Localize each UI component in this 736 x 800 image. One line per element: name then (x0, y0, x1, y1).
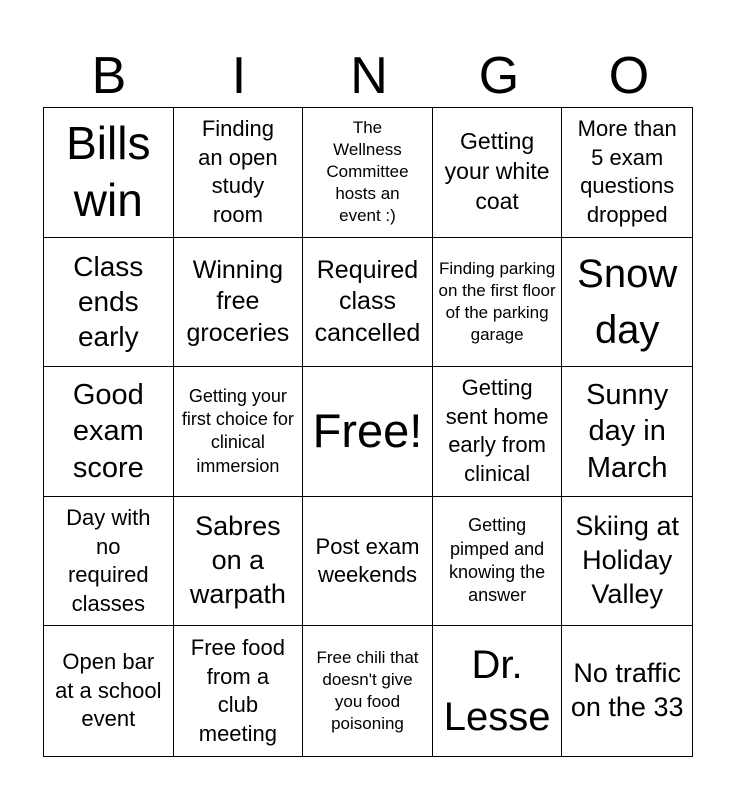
header-letter-n: N (350, 47, 388, 105)
header-letter-i: I (231, 47, 247, 105)
cell-text: Class ends early (73, 251, 144, 353)
bingo-cell-4-2[interactable] (174, 497, 304, 627)
cell-text: Finding parking on the first floor of the parking garage (438, 258, 556, 344)
cell-text: Required class cancelled (314, 256, 421, 347)
bingo-cell-5-1[interactable] (44, 626, 174, 756)
bingo-cell-4-5[interactable] (562, 497, 692, 627)
bingo-cell-2-2[interactable] (174, 238, 304, 368)
cell-text: Free food from a club meeting (190, 635, 285, 746)
bingo-cell-3-4[interactable] (433, 367, 563, 497)
bingo-cell-1-1[interactable] (44, 108, 174, 238)
bingo-header (44, 44, 694, 108)
header-letter-b: B (91, 47, 127, 105)
cell-text: Skiing at Holiday Valley (575, 511, 679, 609)
cell-text: Free! (312, 404, 423, 458)
bingo-cell-1-2[interactable] (174, 108, 304, 238)
bingo-cell-3-5[interactable] (562, 367, 692, 497)
bingo-cell-2-5[interactable] (562, 238, 692, 368)
cell-text: Post exam weekends (315, 533, 420, 588)
bingo-board (43, 107, 693, 757)
bingo-cell-3-1[interactable] (44, 367, 174, 497)
cell-text: Snow day (577, 251, 678, 352)
header-letter-o: O (608, 47, 650, 105)
bingo-cell-1-3[interactable] (303, 108, 433, 238)
cell-text: Getting your white coat (444, 128, 550, 215)
bingo-cell-1-5[interactable] (562, 108, 692, 238)
cell-text: Getting pimped and knowing the answer (449, 515, 546, 606)
bingo-cell-2-4[interactable] (433, 238, 563, 368)
cell-text: Getting sent home early from clinical (445, 375, 549, 487)
header-letter-g: G (478, 47, 520, 105)
bingo-cell-5-2[interactable] (174, 626, 304, 756)
bingo-cell-5-5[interactable] (562, 626, 692, 756)
bingo-cell-5-4[interactable] (433, 626, 563, 756)
bingo-cell-3-3[interactable] (303, 367, 433, 497)
cell-text: The Wellness Committee hosts an event :) (326, 118, 409, 226)
bingo-cell-1-4[interactable] (433, 108, 563, 238)
bingo-cell-4-1[interactable] (44, 497, 174, 627)
bingo-cell-2-3[interactable] (303, 238, 433, 368)
cell-text: Dr. Lesse (443, 643, 551, 740)
cell-text: Day with no required classes (66, 504, 151, 616)
bingo-cell-4-3[interactable] (303, 497, 433, 627)
cell-text: Free chili that doesn't give you food poisoning (316, 648, 419, 734)
cell-text: Sabres on a warpath (189, 511, 286, 609)
cell-text: Getting your first choice for clinical immersion (181, 385, 294, 476)
cell-text: No traffic on the 33 (570, 658, 684, 723)
bingo-cell-3-2[interactable] (174, 367, 304, 497)
cell-text: Bills win (66, 116, 151, 227)
bingo-cell-4-4[interactable] (433, 497, 563, 627)
cell-text: Sunny day in March (586, 379, 669, 484)
cell-text: Winning free groceries (186, 256, 290, 347)
cell-text: Good exam score (72, 379, 144, 484)
bingo-cell-2-1[interactable] (44, 238, 174, 368)
cell-text: More than 5 exam questions dropped (577, 116, 677, 227)
bingo-cell-5-3[interactable] (303, 626, 433, 756)
cell-text: Finding an open study room (198, 116, 278, 227)
cell-text: Open bar at a school event (55, 649, 162, 732)
